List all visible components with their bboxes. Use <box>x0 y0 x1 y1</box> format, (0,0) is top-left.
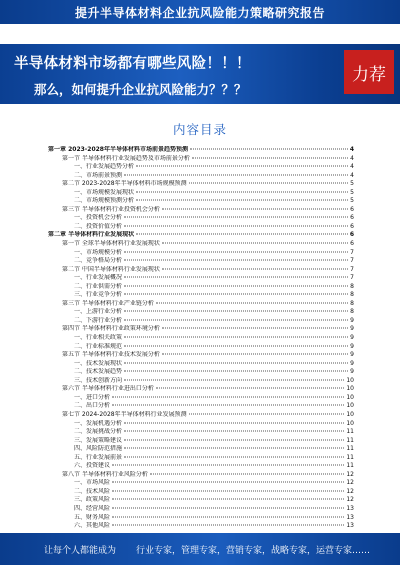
toc-leader-dots <box>124 294 348 295</box>
toc-entry[interactable] <box>48 368 354 377</box>
toc-entry-label: 二、投资价值分析 <box>74 222 123 230</box>
toc-entry[interactable] <box>48 300 354 309</box>
toc-leader-dots <box>124 456 344 457</box>
toc-entry-label: 三、发展策略建议 <box>74 436 123 444</box>
toc-entry[interactable] <box>48 351 354 360</box>
toc-entry[interactable] <box>48 496 354 505</box>
toc-leader-dots <box>124 345 348 346</box>
toc-entry-label: 第二章 半导体材料行业发展现状 <box>48 231 135 239</box>
toc-entry[interactable] <box>48 325 354 334</box>
toc-leader-dots <box>112 405 344 406</box>
toc-entry[interactable] <box>48 189 354 198</box>
toc-entry-page: 9 <box>350 334 354 342</box>
toc-entry-page: 10 <box>346 393 354 401</box>
report-header-bar <box>0 0 400 24</box>
toc-entry[interactable] <box>48 172 354 181</box>
toc-entry-label: 第二节 2023-2028年半导体材料市场规模预测 <box>62 180 187 188</box>
toc-entry-page: 11 <box>346 428 354 436</box>
toc-entry-page: 13 <box>346 504 354 512</box>
toc-entry-page: 8 <box>350 291 354 299</box>
toc-entry[interactable] <box>48 257 354 266</box>
toc-entry-label: 二、行业标准规范 <box>74 342 123 350</box>
toc-leader-dots <box>124 174 348 175</box>
toc-leader-dots <box>112 465 344 466</box>
toc-entry[interactable] <box>48 445 354 454</box>
toc-entry-label: 第八节 半导体材料行业风险分析 <box>62 470 148 478</box>
toc-leader-dots <box>124 319 348 320</box>
toc-entry-page: 12 <box>346 479 354 487</box>
toc-entry-page: 7 <box>350 274 354 282</box>
toc-entry[interactable] <box>48 394 354 403</box>
toc-leader-dots <box>136 200 348 201</box>
toc-entry[interactable] <box>48 462 354 471</box>
banner-title: 半导体材料市场都有哪些风险！！！ <box>14 56 251 72</box>
toc-entry-page: 6 <box>350 240 354 248</box>
toc-leader-dots <box>112 482 344 483</box>
toc-entry[interactable] <box>48 402 354 411</box>
toc-entry-page: 8 <box>350 299 354 307</box>
toc-entry-page: 6 <box>350 222 354 230</box>
toc-leader-dots <box>124 362 348 363</box>
toc-leader-dots <box>124 379 344 380</box>
toc-leader-dots <box>189 413 345 414</box>
toc-entry[interactable] <box>48 197 354 206</box>
toc-entry[interactable] <box>48 223 354 232</box>
toc-leader-dots <box>192 157 348 158</box>
toc-leader-dots <box>190 149 348 150</box>
toc-entry-page: 11 <box>346 445 354 453</box>
toc-entry-page: 9 <box>350 359 354 367</box>
toc-entry[interactable] <box>48 266 354 275</box>
brand-logo-text: 力荐 <box>352 64 386 85</box>
toc-entry-label: 第三节 半导体材料行业投资机会分析 <box>62 205 160 213</box>
toc-entry[interactable] <box>48 283 354 292</box>
toc-entry-label: 第六节 半导体材料行业进出口分析 <box>62 385 154 393</box>
toc-entry-page: 13 <box>346 522 354 530</box>
toc-leader-dots <box>136 191 348 192</box>
toc-entry-page: 5 <box>350 180 354 188</box>
toc-leader-dots <box>112 525 344 526</box>
toc-entry[interactable] <box>48 488 354 497</box>
toc-entry-page: 10 <box>346 385 354 393</box>
toc-entry-label: 一、投资机会分析 <box>74 214 123 222</box>
toc-entry-label: 四、经营风险 <box>74 504 111 512</box>
toc-entry-label: 一、上游行业分析 <box>74 308 123 316</box>
toc-entry[interactable] <box>48 163 354 172</box>
toc-leader-dots <box>162 268 348 269</box>
toc-entry[interactable] <box>48 291 354 300</box>
toc-entry-label: 二、下游行业分析 <box>74 316 123 324</box>
toc-entry-page: 11 <box>346 462 354 470</box>
toc-entry-label: 三、政策风险 <box>74 496 111 504</box>
toc-leader-dots <box>124 277 348 278</box>
toc-entry-page: 11 <box>346 436 354 444</box>
toc-entry[interactable] <box>48 146 354 155</box>
toc-entry[interactable] <box>48 360 354 369</box>
toc-entry-label: 二、市场规模预测分析 <box>74 197 135 205</box>
toc-entry-label: 一、市场风险 <box>74 479 111 487</box>
toc-entry[interactable] <box>48 454 354 463</box>
toc-entry[interactable] <box>48 249 354 258</box>
toc-entry-label: 一、行业发展趋势分析 <box>74 163 135 171</box>
toc-entry[interactable] <box>48 420 354 429</box>
toc-entry-page: 8 <box>350 282 354 290</box>
toc-leader-dots <box>156 388 344 389</box>
brand-logo <box>344 50 394 94</box>
toc-entry-label: 第五节 半导体材料行业技术发展分析 <box>62 351 160 359</box>
toc-entry-label: 五、财务风险 <box>74 513 111 521</box>
toc-entry[interactable] <box>48 377 354 386</box>
toc-entry-page: 9 <box>350 368 354 376</box>
toc-leader-dots <box>124 225 348 226</box>
toc-leader-dots <box>136 234 348 235</box>
toc-entry-page: 4 <box>350 154 354 162</box>
toc-entry-label: 第七节 2024-2028年半导体材料行业发展预测 <box>62 410 187 418</box>
toc-entry-label: 第一节 半导体材料行业发展趋势及市场前景分析 <box>62 154 190 162</box>
toc-entry[interactable] <box>48 437 354 446</box>
footer-bar <box>0 533 400 565</box>
toc-leader-dots <box>162 243 348 244</box>
toc-entry-label: 四、风险防范措施 <box>74 445 123 453</box>
toc-leader-dots <box>112 507 344 508</box>
toc-entry-page: 7 <box>350 265 354 273</box>
footer-roles: 行业专家，管理专家，营销专家，战略专家，运营专家…… <box>136 546 371 556</box>
toc-entry-page: 6 <box>349 231 354 239</box>
toc-entry-page: 13 <box>346 513 354 521</box>
toc-leader-dots <box>112 516 344 517</box>
toc-entry[interactable] <box>48 155 354 164</box>
toc-entry[interactable] <box>48 479 354 488</box>
toc-entry[interactable] <box>48 514 354 523</box>
toc-entry-label: 二、市场前景预测 <box>74 171 123 179</box>
toc-entry[interactable] <box>48 240 354 249</box>
toc-leader-dots <box>112 396 344 397</box>
toc-entry-label: 一、发展机遇分析 <box>74 419 123 427</box>
toc-leader-dots <box>124 311 348 312</box>
toc-leader-dots <box>136 166 348 167</box>
toc-entry-page: 8 <box>350 308 354 316</box>
toc-leader-dots <box>124 448 344 449</box>
toc-entry-label: 五、行业发展前景 <box>74 453 123 461</box>
toc-entry-page: 10 <box>346 419 354 427</box>
toc-entry-page: 10 <box>346 402 354 410</box>
table-of-contents <box>48 146 354 531</box>
toc-leader-dots <box>162 208 348 209</box>
toc-entry-page: 9 <box>350 325 354 333</box>
toc-entry-page: 5 <box>350 197 354 205</box>
toc-entry[interactable] <box>48 274 354 283</box>
toc-entry-page: 9 <box>350 316 354 324</box>
toc-entry-label: 一、行业相关政策 <box>74 334 123 342</box>
toc-entry-label: 二、技术风险 <box>74 487 111 495</box>
toc-entry-label: 第四节 半导体材料行业政策环境分析 <box>62 325 160 333</box>
toc-leader-dots <box>124 285 348 286</box>
report-title: 提升半导体材料企业抗风险能力策略研究报告 <box>74 5 325 20</box>
toc-entry-page: 4 <box>350 163 354 171</box>
toc-heading: 内容目录 <box>172 122 227 137</box>
toc-leader-dots <box>124 217 348 218</box>
toc-leader-dots <box>124 371 348 372</box>
toc-leader-dots <box>124 251 348 252</box>
toc-leader-dots <box>189 183 349 184</box>
toc-leader-dots <box>124 260 348 261</box>
toc-entry-label: 一、市场规模分析 <box>74 248 123 256</box>
toc-entry-page: 6 <box>350 205 354 213</box>
toc-entry[interactable] <box>48 180 354 189</box>
toc-entry-label: 第二节 中国半导体材料行业发展现状 <box>62 265 160 273</box>
toc-leader-dots <box>162 328 348 329</box>
toc-entry-label: 一、行业发展概况 <box>74 274 123 282</box>
toc-entry-page: 11 <box>346 453 354 461</box>
toc-entry-label: 六、投资建议 <box>74 462 111 470</box>
toc-entry-label: 六、其他风险 <box>74 522 111 530</box>
toc-entry-label: 第一章 2023-2028年半导体材料市场前景趋势预测 <box>48 146 188 153</box>
toc-entry-page: 6 <box>350 214 354 222</box>
toc-entry-page: 12 <box>346 496 354 504</box>
toc-entry-label: 二、技术发展趋势 <box>74 368 123 376</box>
toc-entry[interactable] <box>48 522 354 531</box>
toc-leader-dots <box>124 431 344 432</box>
toc-entry-label: 第一节 全球半导体材料行业发展现状 <box>62 240 160 248</box>
toc-entry-label: 一、市场规模发展现状 <box>74 188 135 196</box>
banner-subtitle: 那么，如何提升企业抗风险能力？？？ <box>34 82 247 97</box>
toc-leader-dots <box>124 422 344 423</box>
toc-leader-dots <box>124 337 348 338</box>
toc-entry-page: 10 <box>346 376 354 384</box>
toc-entry-label: 二、竞争格局分析 <box>74 257 123 265</box>
toc-entry-page: 9 <box>350 351 354 359</box>
toc-entry-page: 5 <box>350 188 354 196</box>
toc-entry[interactable] <box>48 505 354 514</box>
toc-entry-label: 一、进口分析 <box>74 393 111 401</box>
promo-banner <box>0 44 400 104</box>
toc-entry-page: 7 <box>350 248 354 256</box>
toc-entry-page: 4 <box>350 171 354 179</box>
toc-entry-label: 一、技术发展现状 <box>74 359 123 367</box>
toc-entry[interactable] <box>48 231 354 240</box>
toc-entry[interactable] <box>48 334 354 343</box>
footer-slogan: 让每个人都能成为 <box>44 546 117 556</box>
toc-entry-label: 三、技术创新方向 <box>74 376 123 384</box>
toc-entry-page: 12 <box>346 470 354 478</box>
toc-entry-label: 三、行业竞争分析 <box>74 291 123 299</box>
toc-leader-dots <box>124 439 344 440</box>
toc-entry[interactable] <box>48 317 354 326</box>
toc-entry[interactable] <box>48 206 354 215</box>
toc-entry-label: 二、出口分析 <box>74 402 111 410</box>
toc-leader-dots <box>156 302 348 303</box>
toc-entry[interactable] <box>48 214 354 223</box>
toc-entry[interactable] <box>48 428 354 437</box>
toc-entry-label: 二、行业供需分析 <box>74 282 123 290</box>
toc-entry-page: 10 <box>346 410 354 418</box>
toc-leader-dots <box>112 490 344 491</box>
toc-leader-dots <box>150 473 344 474</box>
toc-entry[interactable] <box>48 471 354 480</box>
toc-entry-page: 4 <box>349 146 354 153</box>
toc-entry-page: 12 <box>346 487 354 495</box>
toc-leader-dots <box>162 354 348 355</box>
toc-entry-page: 9 <box>350 342 354 350</box>
toc-entry-label: 第三节 半导体材料行业产业链分析 <box>62 299 154 307</box>
toc-entry[interactable] <box>48 308 354 317</box>
toc-entry[interactable] <box>48 411 354 420</box>
toc-leader-dots <box>112 499 344 500</box>
toc-entry-label: 二、发展挑战分析 <box>74 428 123 436</box>
toc-entry[interactable] <box>48 343 354 352</box>
toc-entry[interactable] <box>48 385 354 394</box>
toc-entry-page: 7 <box>350 257 354 265</box>
